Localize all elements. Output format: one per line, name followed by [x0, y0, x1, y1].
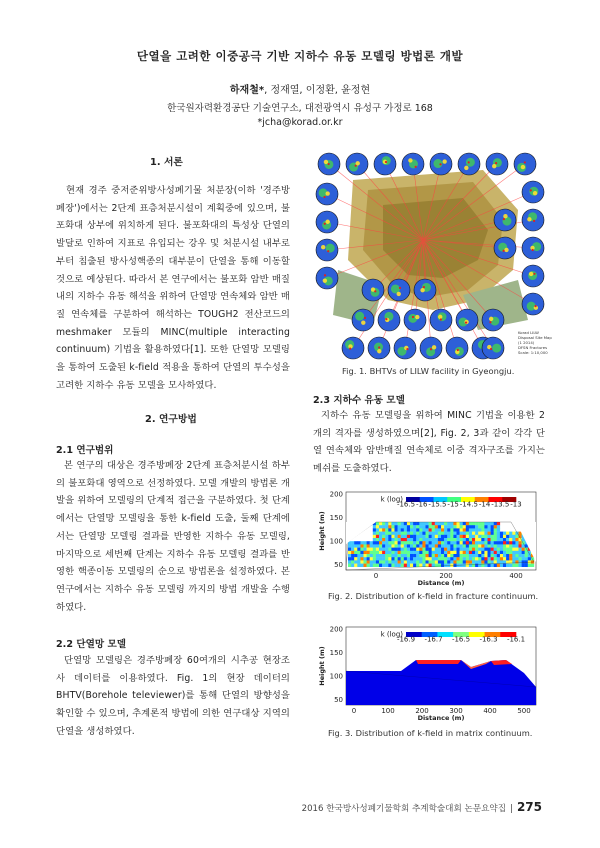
stereonet-icon: [430, 153, 452, 175]
colorbar-tick: -14.5: [459, 500, 478, 509]
colorbar-tick: -16.5: [396, 500, 416, 509]
footer-separator: |: [510, 804, 513, 814]
stereonet-icon: [316, 211, 338, 233]
colorbar-tick: -16.9: [396, 635, 416, 644]
y-tick-label: 100: [329, 537, 343, 546]
section-2-2-heading: 2.2 단열망 모델: [56, 639, 127, 650]
section-1-text: 현재 경주 중저준위방사성폐기물 처분장(이하 '경주방폐장')에서는 2단계 표층처분시설이 계획중에 있으며, 불포화대 상부에 위치하게 된다. 불포화대의 특성상 단열의 발달로 인하여 지표로 유입되는 강우 및 처분시설 내부로부터 침출된 방사성핵종의 대부분이 단열을 통해 이동할 것으로 예상된다. 따라서 본 연구에서는 불포화 암반 매질내의 지하수 유동 해석을 위하여 단열망 연속체와 암반 매질 연속체를 구분하여 해석하는 TOUGH2 전산코드의 meshmaker 모듈의 MINC(multiple interacting continuum) 기법을 활용하였다[1]. 또한 단열망 모델링을 통하여 도출된 k-field 적용을 통하여 단열의 투수성을 고려한 지하수 유동 모델을 모사하였다.: [56, 185, 290, 391]
stereonet-icon: [522, 237, 544, 259]
figure-1-caption: Fig. 1. BHTVs of LILW facility in Gyeongju.: [342, 366, 515, 376]
bhtv-map-graphic: [313, 150, 553, 368]
stereonet-icon: [430, 309, 452, 331]
map-legend-line-2: DFSN Fractures: [518, 345, 548, 350]
stereonet-icon: [316, 183, 338, 205]
x-tick-label: 200: [415, 707, 429, 715]
y-tick-label: 200: [329, 625, 343, 634]
stereonet-icon: [342, 337, 364, 359]
section-2-2-text: 단열망 모델링은 경주방폐장 60여개의 시추공 현장조사 데이터를 이용하였다. Fig. 1의 현장 데이터의 BHTV(Borehole televiewer)를 통해 단열의 방향성을 확인할 수 있으며, 추계론적 방법에 의한 연구대상 지역의 단열을 생성하였다.: [56, 655, 290, 737]
x-axis-label: Distance (m): [417, 579, 465, 587]
colorbar-tick: -16: [415, 500, 428, 509]
x-tick-label: 300: [449, 707, 463, 715]
stereonet-icon: [316, 267, 338, 289]
figure-3-caption: Fig. 3. Distribution of k-field in matrix continuum.: [328, 728, 533, 738]
x-tick-label: 400: [509, 572, 523, 580]
matrix-kfield-plot: [316, 619, 546, 727]
stereonet-icon: [446, 337, 468, 359]
author-list: [0, 81, 600, 96]
colorbar-tick: -16.1: [506, 635, 526, 644]
y-tick-label: 50: [334, 560, 343, 569]
stereonet-icon: [404, 309, 426, 331]
colorbar-tick: -16.7: [424, 635, 443, 644]
stereonet-icon: [414, 279, 436, 301]
stereonet-icon: [318, 153, 340, 175]
footer-text: 2016 한국방사성폐기물학회 추계학술대회 논문요약집: [301, 804, 507, 814]
stereonet-icon: [368, 337, 390, 359]
colorbar-tick: -13.5: [491, 500, 510, 509]
section-2-3-heading: 2.3 지하수 유동 모델: [313, 395, 405, 406]
y-tick-label: 100: [329, 672, 343, 681]
stereonet-icon: [522, 209, 544, 231]
section-2-3-text: 지하수 유동 모델링을 위하여 MINC 기법을 이용한 2개의 격자를 생성하였으며[2], Fig. 2, 3과 같이 각각 단열 연속체와 암반매질 연속체로 이중 격자구조를 가지는 메쉬를 도출하였다.: [313, 410, 545, 475]
y-tick-label: 200: [329, 490, 343, 499]
figure-1-bhtv-map: [313, 150, 553, 368]
stereonet-icon: [316, 239, 338, 261]
map-legend-line-3: Scale: 1:10,000: [518, 350, 548, 355]
figure-3-chart: [316, 619, 546, 727]
coauthors: , 정재열, 이정환, 윤정현: [264, 85, 371, 96]
y-axis-label: Height (m): [318, 511, 326, 551]
section-1-heading: 1. 서론: [150, 157, 183, 168]
contact-email: *jcha@korad.or.kr: [257, 117, 343, 128]
stereonet-icon: [388, 279, 410, 301]
affiliation: 한국원자력환경공단 기술연구소, 대전광역시 유성구 가정로 168: [167, 103, 433, 114]
stereonet-icon: [346, 153, 368, 175]
stereonet-icon: [378, 309, 400, 331]
stereonet-icon: [514, 153, 536, 175]
paper-title: 단열을 고려한 이중공극 기반 지하수 유동 모델링 방법론 개발: [136, 49, 464, 63]
stereonet-icon: [522, 265, 544, 287]
colorbar-tick: -15.5: [428, 500, 447, 509]
stereonet-icon: [494, 209, 516, 231]
stereonet-icon: [394, 337, 416, 359]
colorbar-tick: -16.3: [479, 635, 498, 644]
colorbar-tick: -13: [510, 500, 522, 509]
x-tick-label: 100: [381, 707, 395, 715]
y-tick-label: 150: [329, 513, 343, 522]
stereonet-icon: [402, 153, 424, 175]
stereonet-icon: [482, 309, 504, 331]
stereonet-icon: [522, 181, 544, 203]
stereonet-icon: [494, 237, 516, 259]
colorbar-tick: -14: [478, 500, 491, 509]
x-tick-label: 500: [517, 707, 531, 715]
figure-2-chart: [316, 484, 546, 592]
section-2-1-heading: 2.1 연구범위: [56, 445, 114, 456]
stereonet-icon: [486, 153, 508, 175]
section-2-heading: 2. 연구방법: [145, 414, 197, 425]
colorbar-label: k (log): [380, 630, 403, 639]
x-tick-label: 400: [483, 707, 497, 715]
lead-author: 하재철*: [229, 85, 265, 96]
stereonet-icon: [458, 153, 480, 175]
page-footer: [302, 800, 542, 814]
page-number: 275: [516, 800, 542, 814]
y-tick-label: 150: [329, 648, 343, 657]
y-axis-label: Height (m): [318, 646, 326, 686]
colorbar-tick: -16.5: [451, 635, 471, 644]
map-legend-line-1: Korad LILW Disposal Site Map (1 2014): [518, 330, 552, 345]
fracture-kfield-plot: [316, 484, 546, 592]
x-tick-label: 200: [439, 572, 453, 580]
x-axis-label: Distance (m): [417, 714, 465, 722]
colorbar-tick: -15: [447, 500, 459, 509]
stereonet-icon: [352, 309, 374, 331]
figure-2-caption: Fig. 2. Distribution of k-field in fracture continuum.: [328, 591, 539, 601]
y-tick-label: 50: [334, 695, 343, 704]
x-tick-label: 0: [373, 572, 379, 580]
stereonet-icon: [482, 337, 504, 359]
x-tick-label: 0: [351, 707, 357, 715]
stereonet-icon: [374, 153, 396, 175]
stereonet-icon: [522, 293, 544, 315]
stereonet-icon: [456, 309, 478, 331]
colorbar-label: k (log): [380, 495, 403, 504]
map-legend: [518, 330, 553, 355]
stereonet-icon: [420, 337, 442, 359]
stereonet-icon: [362, 279, 384, 301]
section-2-1-text: 본 연구의 대상은 경주방폐장 2단계 표층처분시설 하부의 불포화대 영역으로 선정하였다. 모델 개발의 방법론 개발을 위하여 모델링의 단계적 접근을 구분하였다. 첫 단계에서는 단열망 모델링을 통한 k-field 도출, 둘째 단계에서는 단열망 모델링 결과를 반영한 지하수 유동 모델링, 마지막으로 세번째 단계는 지하수 유동 모델링 결과를 반영한 핵종이동 모델링의 순으로 방법론을 설정하였다. 본 연구에서는 지하수 유동 모델링 까지의 방법 개발을 수행하였다.: [56, 460, 290, 613]
